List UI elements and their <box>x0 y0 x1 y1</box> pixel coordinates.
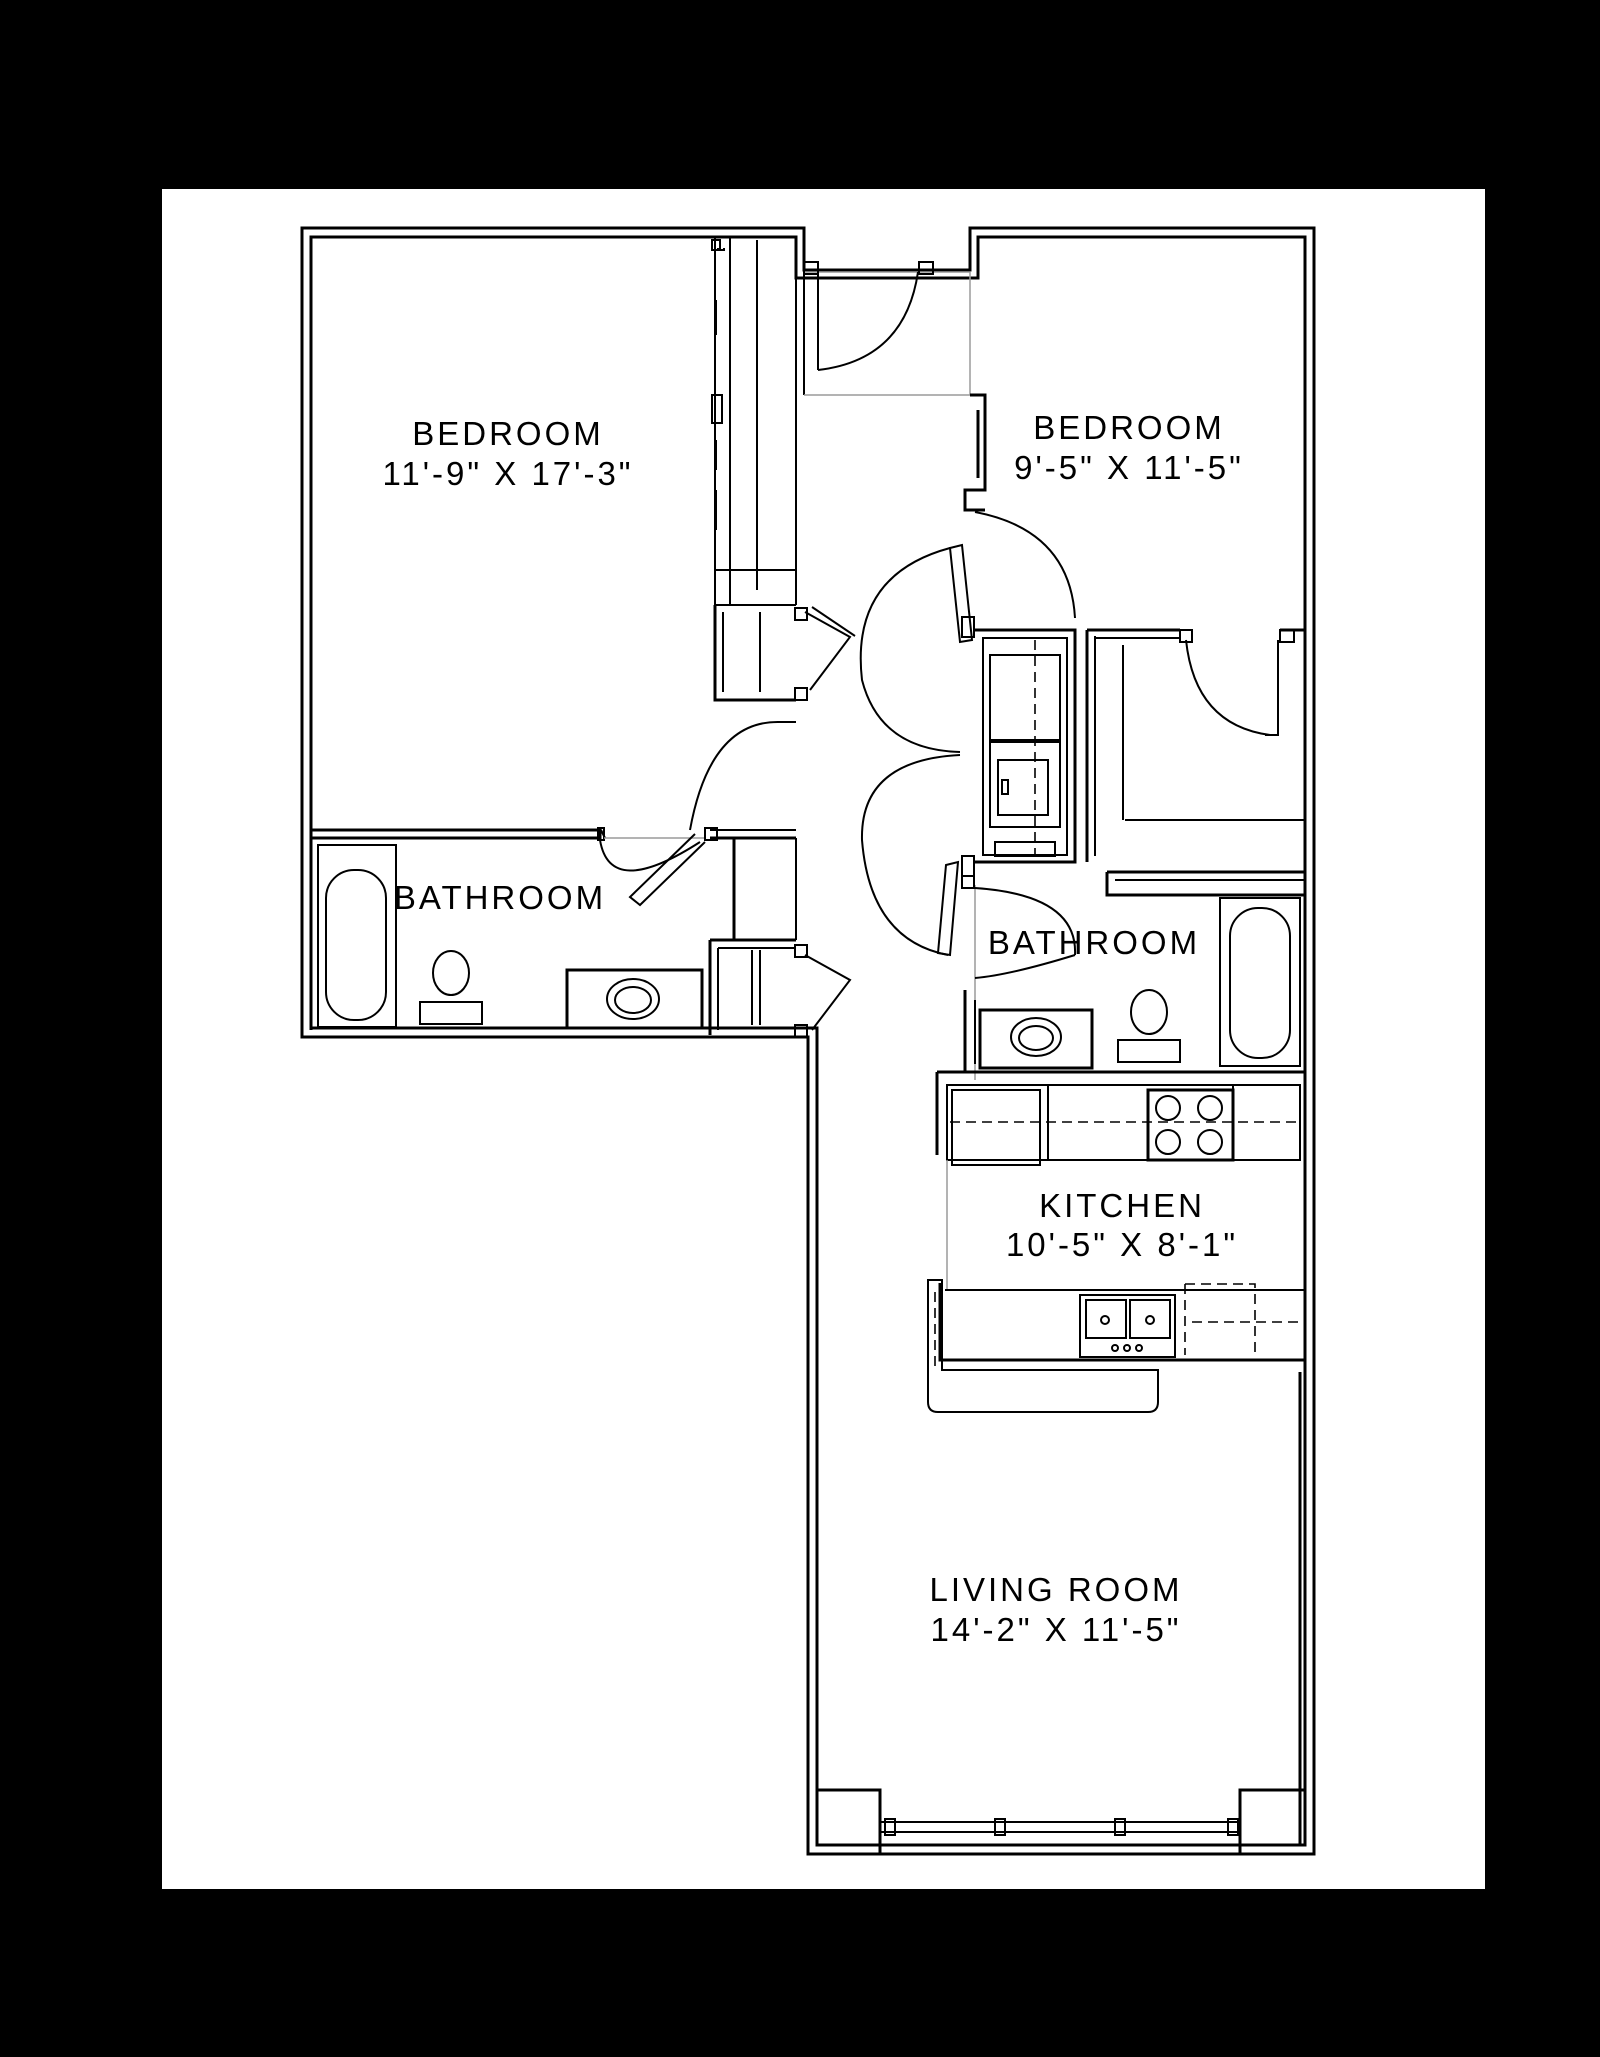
room-size-bedroom-1: 11'-9" X 17'-3" <box>382 455 634 492</box>
room-name-bathroom-2: BATHROOM <box>987 924 1201 961</box>
room-name-bedroom-2: BEDROOM <box>1033 409 1225 446</box>
room-size-kitchen: 10'-5" X 8'-1" <box>1005 1226 1239 1263</box>
plan-sheet <box>162 189 1485 1889</box>
room-name-kitchen: KITCHEN <box>1039 1187 1205 1224</box>
room-name-living-room: LIVING ROOM <box>929 1571 1183 1608</box>
room-name-bedroom-1: BEDROOM <box>412 415 604 452</box>
room-size-bedroom-2: 9'-5" X 11'-5" <box>1014 449 1244 486</box>
room-size-living-room: 14'-2" X 11'-5" <box>930 1611 1182 1648</box>
room-name-bathroom-1: BATHROOM <box>393 879 607 916</box>
